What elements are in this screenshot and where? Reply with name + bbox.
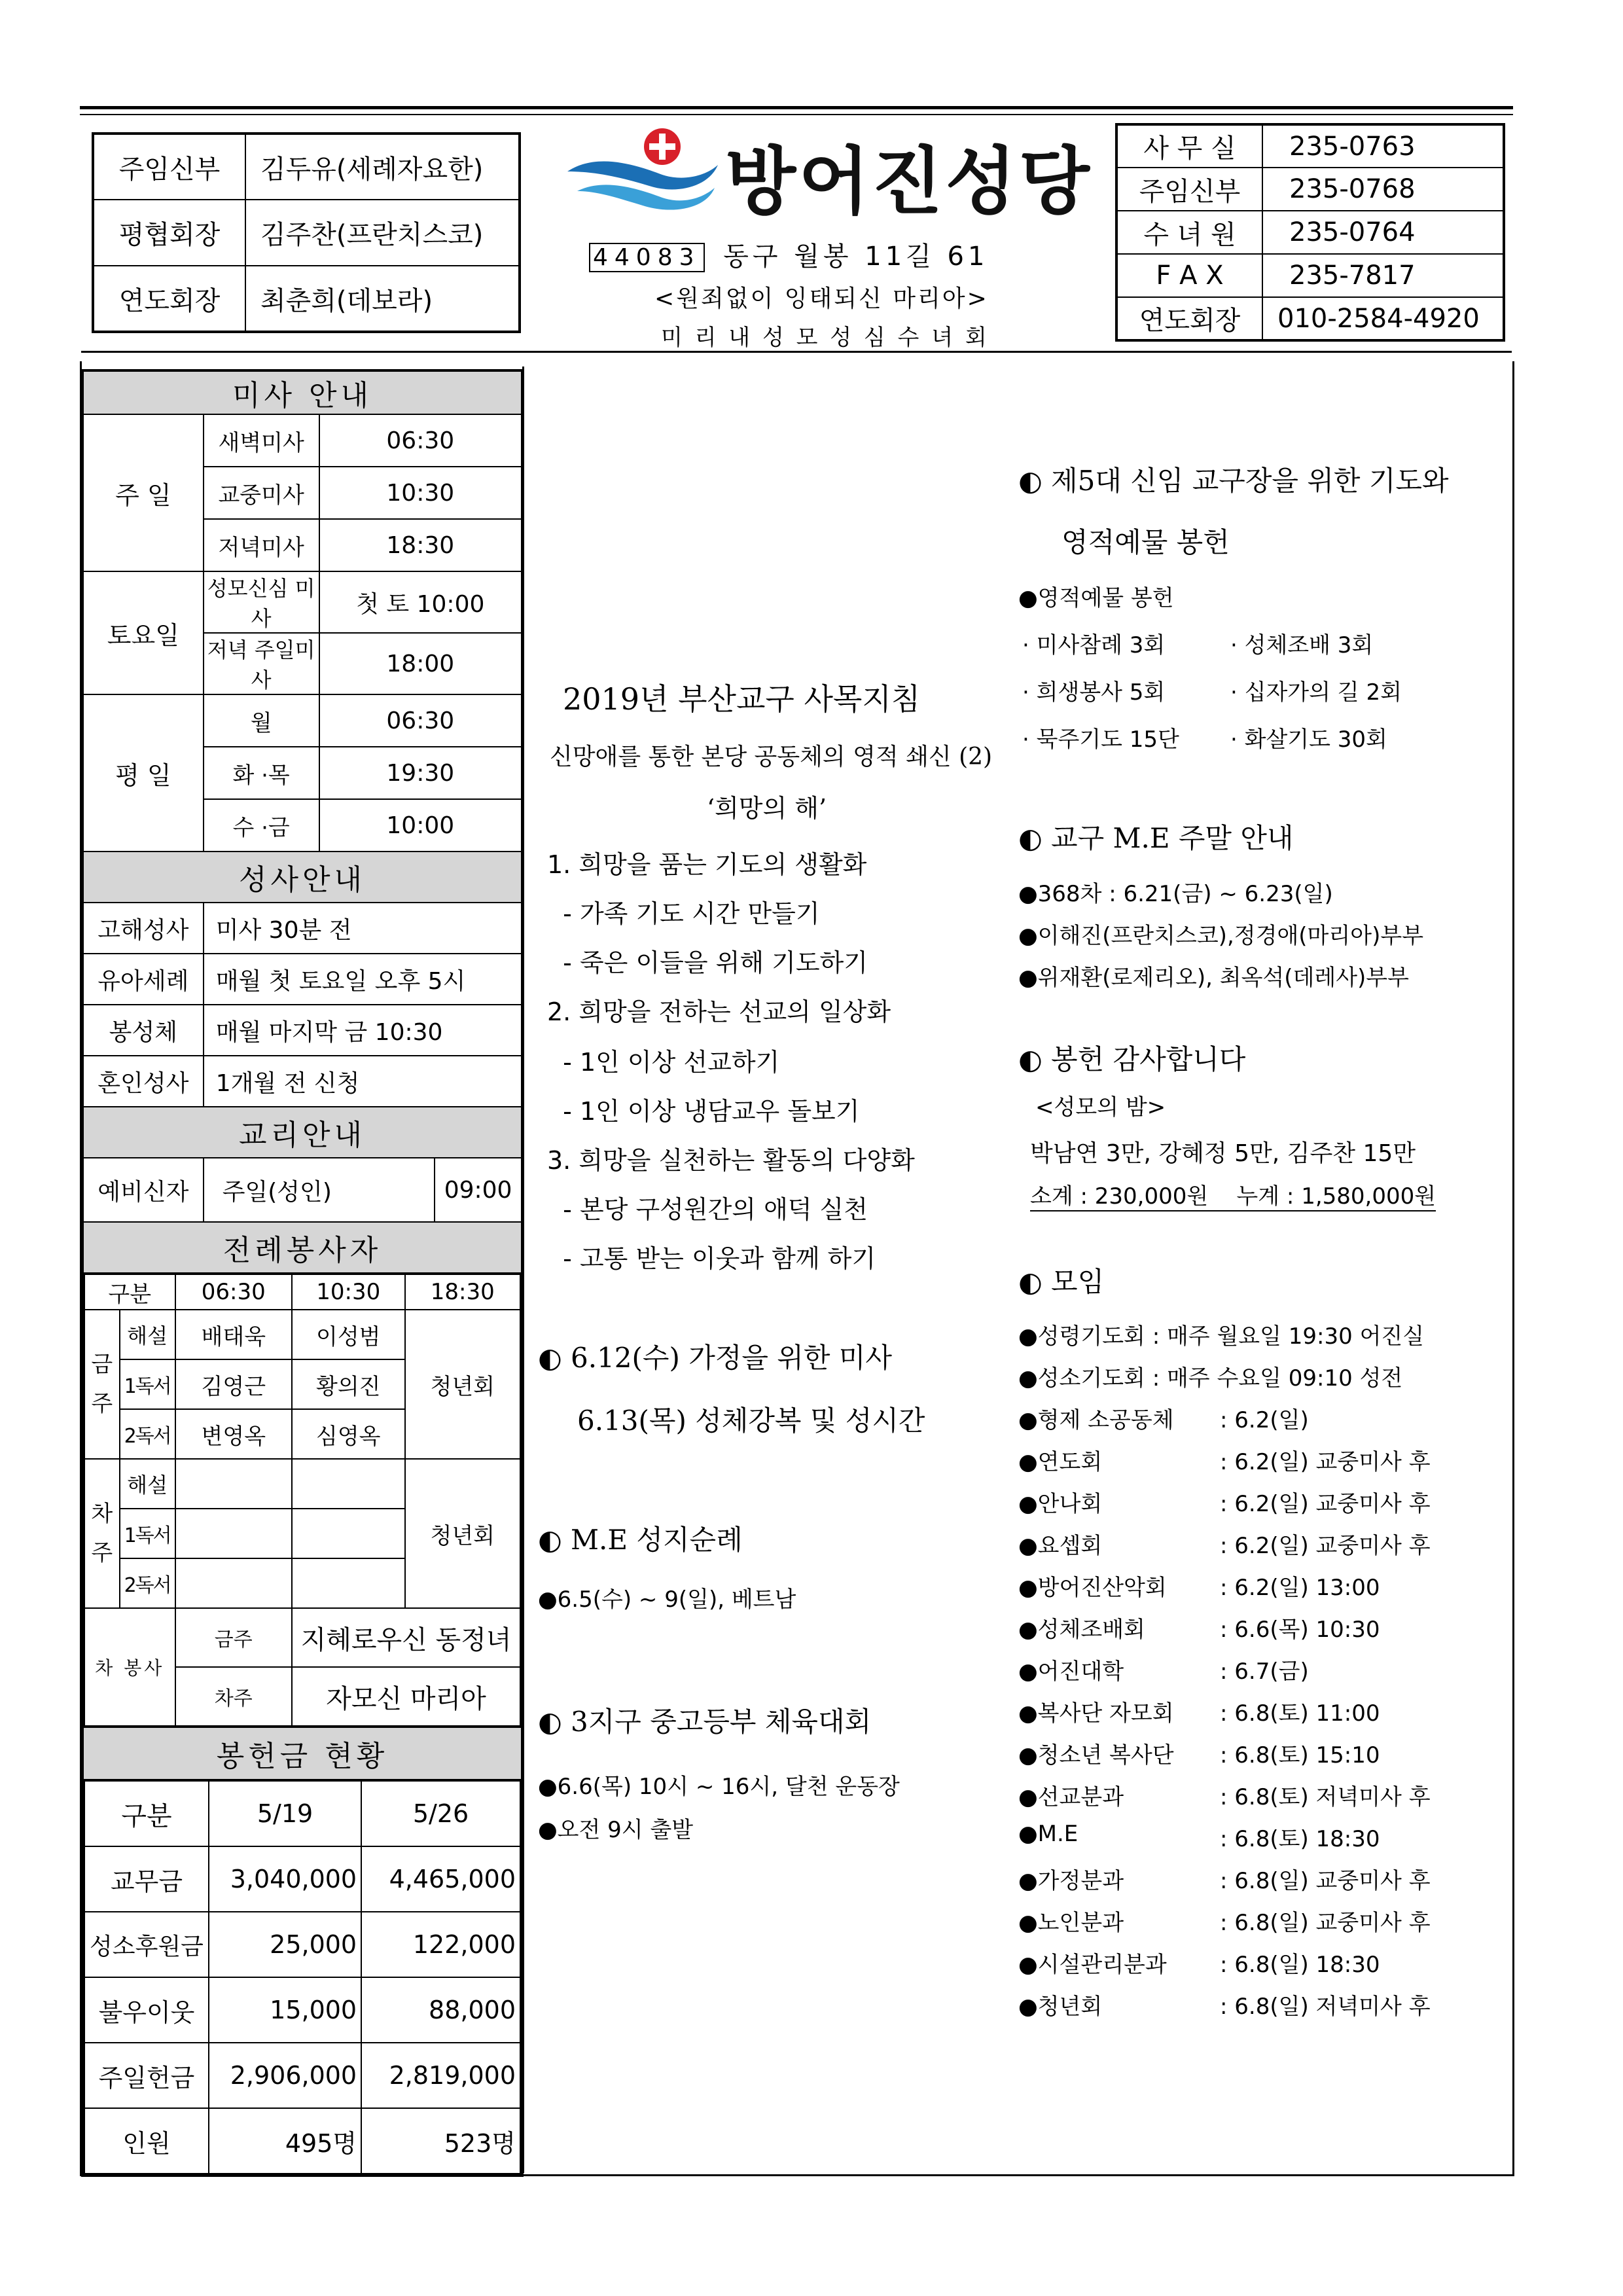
tea-label: 차 봉사 (84, 1608, 175, 1726)
mass-name: 수 ·금 (204, 799, 319, 852)
tea-week-label: 차주 (175, 1667, 292, 1726)
tea-value: 지혜로우신 동정녀 (292, 1608, 520, 1667)
church-name: 방어진성당 (725, 139, 1092, 224)
mass-name: 월 (204, 694, 319, 747)
meeting-name: ●청년회 (1018, 1994, 1103, 2020)
doctrine-name: 예비신자 (82, 1158, 204, 1222)
mass-time: 18:00 (319, 633, 522, 694)
mass-time: 18:30 (319, 519, 522, 571)
meeting-when: : 6.8(토) 저녁미사 후 (1220, 1784, 1431, 1810)
pastoral-line: - 가족 기도 시간 만들기 (547, 899, 820, 928)
mass-weekday-label: 평 일 (82, 694, 204, 852)
liturgy-server (292, 1509, 405, 1558)
offering-name: 성소후원금 (84, 1912, 209, 1977)
offering-amount: 25,000 (209, 1912, 361, 1977)
prayer-item: · 미사참례 3회 (1022, 632, 1166, 658)
me-weekend-title: ◐ 교구 M.E 주말 안내 (1018, 822, 1294, 854)
liturgy-server (175, 1459, 292, 1509)
liturgy-server: 황의진 (292, 1359, 405, 1409)
liturgy-server: 배태욱 (175, 1310, 292, 1359)
info-table (81, 369, 524, 2177)
sports-title: ◐ 3지구 중고등부 체육대회 (538, 1706, 872, 1738)
sports-item: ●6.6(목) 10시 ~ 16시, 달천 운동장 (538, 1774, 900, 1800)
leader-name: 김두유(세례자요한) (245, 134, 520, 200)
sacrament-name: 봉성체 (82, 1005, 204, 1056)
leader-name: 김주찬(프란치스코) (245, 200, 520, 266)
liturgy-server: 심영옥 (292, 1409, 405, 1459)
contact-value: 235-0763 (1262, 124, 1504, 168)
prayer-item: · 희생봉사 5회 (1022, 679, 1166, 706)
liturgy-role: 해설 (120, 1459, 175, 1509)
liturgy-role: 해설 (120, 1310, 175, 1359)
header-bottom-rule (81, 351, 1512, 353)
prayer-item: · 묵주기도 15단 (1022, 726, 1179, 753)
liturgy-server: 이성범 (292, 1310, 405, 1359)
offering-amount: 523명 (361, 2108, 520, 2174)
mass-name: 저녁 주일미사 (204, 633, 319, 694)
offering-amount: 4,465,000 (361, 1846, 520, 1912)
mass-name: 성모신심 미사 (204, 571, 319, 633)
prayer-item: · 십자가의 길 2회 (1230, 679, 1402, 706)
prayer-item: · 화살기도 30회 (1230, 726, 1387, 753)
liturgy-role: 1독서 (120, 1359, 175, 1409)
sacrament-value: 1개월 전 신청 (204, 1056, 522, 1107)
pastoral-line: - 1인 이상 선교하기 (547, 1048, 780, 1077)
sacrament-name: 고해성사 (82, 903, 204, 954)
prayer-item: · 성체조배 3회 (1230, 632, 1374, 658)
doctrine-value: 주일(성인) (204, 1158, 435, 1222)
sacrament-value: 매월 마지막 금 10:30 (204, 1005, 522, 1056)
contact-label: 연도회장 (1116, 297, 1262, 340)
meeting-when: : 6.2(일) 교중미사 후 (1220, 1449, 1431, 1475)
offering-name: 주일헌금 (84, 2043, 209, 2108)
offering-col: 구분 (84, 1781, 209, 1846)
meeting-name: ●M.E (1018, 1821, 1079, 1847)
mass-name: 화 ·목 (204, 747, 319, 799)
postal-code: 44083 (589, 243, 705, 272)
pastoral-line: - 1인 이상 냉담교우 돌보기 (547, 1097, 860, 1126)
meeting-name: ●청소년 복사단 (1018, 1742, 1174, 1768)
pastoral-theme: ‘희망의 해’ (707, 794, 827, 823)
tea-week-label: 금주 (175, 1608, 292, 1667)
meeting-name: ●방어진산악회 (1018, 1575, 1167, 1601)
leader-role: 연도회장 (93, 266, 245, 332)
pastoral-line: 2. 희망을 전하는 선교의 일상화 (547, 997, 891, 1026)
me-pilgrimage-title: ◐ M.E 성지순례 (538, 1524, 743, 1556)
liturgy-server (175, 1558, 292, 1608)
offering-table (84, 1780, 521, 2174)
thanks-donors: 박남연 3만, 강혜정 5만, 김주찬 15만 (1030, 1140, 1416, 1167)
liturgy-week-label: 차주 (84, 1459, 120, 1608)
me-weekend-item: ●이해진(프란치스코),정경애(마리아)부부 (1018, 923, 1424, 949)
meeting-when: : 6.6(목) 10:30 (1220, 1617, 1380, 1643)
offering-col: 5/19 (209, 1781, 361, 1846)
contact-label: F A X (1116, 254, 1262, 297)
mass-name: 새벽미사 (204, 414, 319, 467)
offering-col: 5/26 (361, 1781, 520, 1846)
meeting-when: : 6.8(일) 교중미사 후 (1220, 1910, 1431, 1936)
family-mass-title: ◐ 6.12(수) 가정을 위한 미사 (538, 1342, 892, 1374)
meeting-when: : 6.8(일) 저녁미사 후 (1220, 1994, 1431, 2020)
meeting-when: : 6.7(금) (1220, 1659, 1309, 1685)
offering-amount: 122,000 (361, 1912, 520, 1977)
contact-value: 010-2584-4920 (1262, 297, 1504, 340)
contact-value: 235-0764 (1262, 211, 1504, 254)
pastoral-line: 1. 희망을 품는 기도의 생활화 (547, 850, 867, 879)
thanks-total: 소계 : 230,000원 누계 : 1,580,000원 (1030, 1178, 1436, 1211)
liturgy-col: 구분 (84, 1274, 175, 1310)
patron-saint: <원죄없이 잉태되신 마리아> (654, 285, 989, 312)
liturgy-title: 전례봉사자 (82, 1222, 522, 1273)
meeting-item: ●성소기도회 : 매주 수요일 09:10 성전 (1018, 1365, 1403, 1391)
mass-sunday-label: 주 일 (82, 414, 204, 571)
contact-value: 235-0768 (1262, 168, 1504, 211)
liturgy-col: 18:30 (405, 1274, 520, 1310)
mass-title: 미사 안내 (82, 370, 522, 414)
meeting-name: ●가정분과 (1018, 1868, 1124, 1894)
sacrament-value: 매월 첫 토요일 오후 5시 (204, 954, 522, 1005)
pastoral-subtitle: 신망애를 통한 본당 공동체의 영적 쇄신 (2) (550, 744, 993, 770)
liturgy-evening: 청년회 (405, 1459, 520, 1608)
address-line (589, 236, 988, 273)
meeting-when: : 6.8(토) 18:30 (1220, 1826, 1380, 1852)
mass-name: 저녁미사 (204, 519, 319, 571)
thanks-title: ◐ 봉헌 감사합니다 (1018, 1043, 1246, 1075)
tea-value: 자모신 마리아 (292, 1667, 520, 1726)
mass-time: 첫 토 10:00 (319, 571, 522, 633)
liturgy-table (84, 1274, 521, 1727)
liturgy-col: 06:30 (175, 1274, 292, 1310)
meeting-when: : 6.8(일) 교중미사 후 (1220, 1868, 1431, 1894)
me-weekend-item: ●368차 : 6.21(금) ~ 6.23(일) (1018, 881, 1333, 907)
offering-amount: 15,000 (209, 1977, 361, 2043)
mass-time: 10:00 (319, 799, 522, 852)
prayer-lead: ●영적예물 봉헌 (1018, 585, 1174, 611)
meeting-name: ●성체조배회 (1018, 1617, 1145, 1643)
contact-value: 235-7817 (1262, 254, 1504, 297)
meeting-name: ●복사단 자모회 (1018, 1700, 1174, 1727)
meeting-name: ●형제 소공동체 (1018, 1407, 1174, 1433)
meeting-item: ●성령기도회 : 매주 월요일 19:30 어진실 (1018, 1323, 1425, 1350)
liturgy-server (292, 1558, 405, 1608)
liturgy-server: 변영옥 (175, 1409, 292, 1459)
thanks-event: <성모의 밤> (1035, 1094, 1166, 1121)
mass-time: 10:30 (319, 467, 522, 519)
meeting-name: ●노인분과 (1018, 1910, 1124, 1936)
offering-name: 교무금 (84, 1846, 209, 1912)
offering-name: 불우이웃 (84, 1977, 209, 2043)
meeting-name: ●안나회 (1018, 1491, 1103, 1517)
liturgy-role: 2독서 (120, 1409, 175, 1459)
contact-label: 주임신부 (1116, 168, 1262, 211)
offering-amount: 495명 (209, 2108, 361, 2174)
leaders-table (92, 132, 521, 333)
liturgy-evening: 청년회 (405, 1310, 520, 1459)
offering-title: 봉헌금 현황 (82, 1727, 522, 1780)
pastoral-line: 3. 희망을 실천하는 활동의 다양화 (547, 1146, 915, 1175)
sacraments-title: 성사안내 (82, 852, 522, 903)
me-weekend-item: ●위재환(로제리오), 최옥석(데레사)부부 (1018, 965, 1409, 991)
doctrine-time: 09:00 (435, 1158, 522, 1222)
pastoral-title: 2019년 부산교구 사목지침 (563, 681, 921, 717)
liturgy-role: 2독서 (120, 1558, 175, 1608)
church-logo-icon (564, 126, 721, 217)
contacts-table (1115, 123, 1505, 342)
family-mass-subtitle: 6.13(목) 성체강복 및 성시간 (577, 1405, 925, 1437)
sacrament-name: 유아세례 (82, 954, 204, 1005)
pastoral-line: - 고통 받는 이웃과 함께 하기 (547, 1244, 876, 1273)
meeting-name: ●선교분과 (1018, 1784, 1124, 1810)
contact-label: 사 무 실 (1116, 124, 1262, 168)
liturgy-server (292, 1459, 405, 1509)
prayer-subtitle: 영적예물 봉헌 (1061, 526, 1230, 558)
meeting-when: : 6.2(일) 13:00 (1220, 1575, 1380, 1601)
liturgy-col: 10:30 (292, 1274, 405, 1310)
leader-role: 주임신부 (93, 134, 245, 200)
meeting-name: ●요셉회 (1018, 1533, 1103, 1559)
liturgy-role: 1독서 (120, 1509, 175, 1558)
sacrament-name: 혼인성사 (82, 1056, 204, 1107)
sisters-congregation: 미 리 내 성 모 성 심 수 녀 회 (661, 325, 990, 351)
meeting-when: : 6.2(일) 교중미사 후 (1220, 1491, 1431, 1517)
offering-amount: 2,906,000 (209, 2043, 361, 2108)
liturgy-week-label: 금주 (84, 1310, 120, 1459)
mass-time: 06:30 (319, 414, 522, 467)
sacrament-value: 미사 30분 전 (204, 903, 522, 954)
offering-amount: 88,000 (361, 1977, 520, 2043)
meetings-title: ◐ 모임 (1018, 1266, 1105, 1298)
me-pilgrimage-item: ●6.5(수) ~ 9(일), 베트남 (538, 1587, 796, 1613)
header-rule-thick (80, 106, 1513, 109)
mass-time: 06:30 (319, 694, 522, 747)
meeting-when: : 6.2(일) 교중미사 후 (1220, 1533, 1431, 1559)
header-rule-thin (80, 114, 1513, 115)
meeting-when: : 6.8(토) 11:00 (1220, 1700, 1380, 1727)
meeting-name: ●어진대학 (1018, 1659, 1124, 1685)
pastoral-line: - 죽은 이들을 위해 기도하기 (547, 948, 868, 977)
mass-time: 19:30 (319, 747, 522, 799)
meeting-when: : 6.2(일) (1220, 1407, 1309, 1433)
contact-label: 수 녀 원 (1116, 211, 1262, 254)
liturgy-server (175, 1509, 292, 1558)
leader-role: 평협회장 (93, 200, 245, 266)
offering-amount: 2,819,000 (361, 2043, 520, 2108)
prayer-title: ◐ 제5대 신임 교구장을 위한 기도와 (1018, 465, 1449, 497)
mass-name: 교중미사 (204, 467, 319, 519)
sports-item: ●오전 9시 출발 (538, 1817, 694, 1843)
liturgy-server: 김영근 (175, 1359, 292, 1409)
meeting-name: ●연도회 (1018, 1449, 1103, 1475)
leader-name: 최춘희(데보라) (245, 266, 520, 332)
meeting-name: ●시설관리분과 (1018, 1952, 1167, 1978)
meeting-when: : 6.8(토) 15:10 (1220, 1742, 1380, 1768)
offering-name: 인원 (84, 2108, 209, 2174)
doctrine-title: 교리안내 (82, 1107, 522, 1158)
meeting-when: : 6.8(일) 18:30 (1220, 1952, 1380, 1978)
mass-saturday-label: 토요일 (82, 571, 204, 694)
offering-amount: 3,040,000 (209, 1846, 361, 1912)
pastoral-line: - 본당 구성원간의 애덕 실천 (547, 1195, 868, 1224)
address: 동구 월봉 11길 61 (723, 242, 989, 272)
